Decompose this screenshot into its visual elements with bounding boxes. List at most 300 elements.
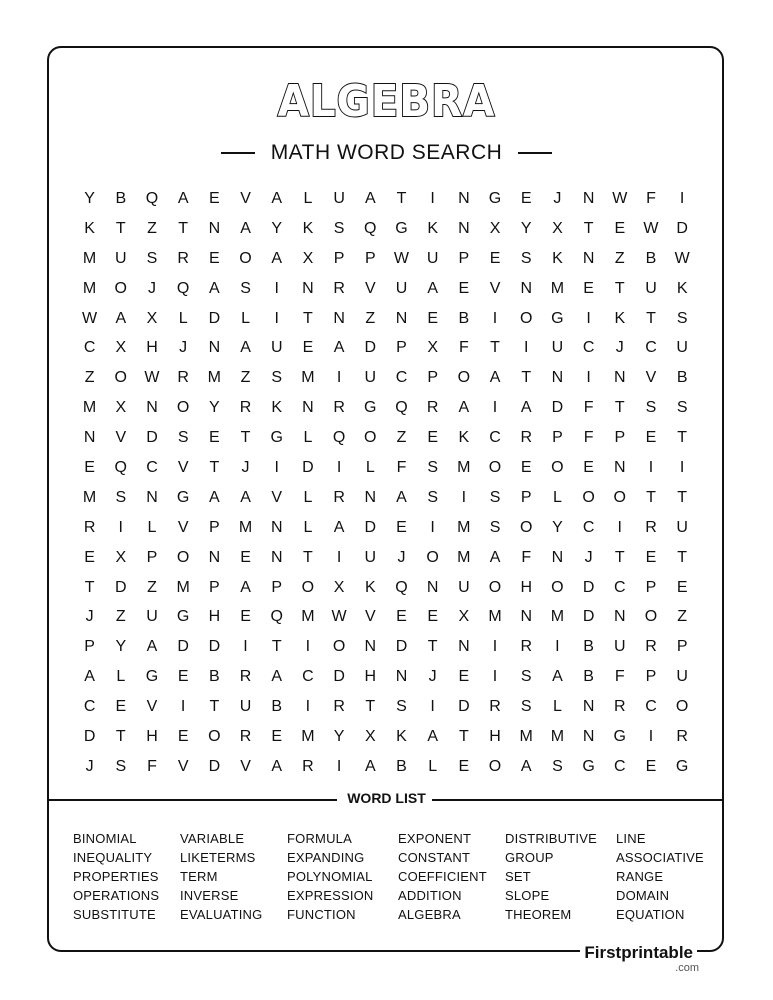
grid-row: [74, 632, 698, 662]
grid-letter: D: [364, 518, 377, 536]
grid-letter: Q: [332, 429, 346, 447]
grid-letter: A: [364, 757, 376, 775]
grid-letter: O: [364, 429, 377, 447]
grid-letter: T: [303, 309, 313, 327]
grid-letter: D: [146, 429, 158, 447]
grid-letter: S: [177, 429, 189, 447]
grid-letter: T: [614, 399, 625, 417]
word-list-item: GROUP: [505, 850, 554, 865]
grid-letter: I: [430, 698, 435, 716]
grid-letter: P: [552, 429, 563, 447]
grid-letter: Q: [114, 458, 127, 476]
grid-letter: R: [333, 279, 345, 297]
grid-letter: P: [458, 249, 470, 267]
grid-letter: F: [521, 548, 532, 566]
grid-letter: Z: [240, 369, 251, 387]
grid-letter: T: [490, 339, 500, 357]
grid-letter: E: [271, 727, 283, 745]
grid-letter: A: [177, 189, 189, 207]
grid-letter: L: [428, 757, 438, 775]
grid-letter: R: [239, 668, 252, 686]
grid-letter: G: [551, 309, 564, 327]
grid-letter: D: [177, 638, 189, 656]
word-list-column: [180, 829, 287, 924]
grid-letter: R: [520, 429, 532, 447]
grid-letter: J: [147, 279, 156, 297]
grid-letter: J: [584, 548, 593, 566]
grid-letter: S: [520, 249, 532, 267]
grid-letter: L: [147, 518, 157, 536]
grid-row: [74, 304, 698, 334]
grid-letter: N: [146, 488, 158, 506]
word-list: [73, 829, 713, 924]
word-list-column: [505, 829, 616, 924]
grid-letter: A: [240, 578, 251, 596]
grid-letter: I: [679, 458, 685, 476]
grid-letter: G: [395, 219, 408, 237]
grid-letter: I: [118, 518, 123, 536]
grid-letter: N: [426, 578, 439, 596]
grid-letter: A: [146, 638, 158, 656]
grid-letter: A: [271, 757, 283, 775]
word-list-item: LINE: [616, 831, 646, 846]
grid-row: [74, 722, 698, 752]
grid-letter: N: [364, 638, 377, 656]
grid-letter: M: [457, 458, 471, 476]
grid-letter: A: [364, 189, 376, 207]
grid-letter: L: [552, 698, 562, 716]
word-list-column: [398, 829, 505, 924]
grid-letter: D: [582, 578, 595, 596]
grid-letter: O: [675, 698, 689, 716]
grid-letter: C: [489, 429, 501, 447]
grid-letter: A: [427, 279, 438, 297]
grid-letter: X: [115, 339, 127, 357]
grid-letter: N: [458, 638, 470, 656]
grid-letter: U: [458, 578, 470, 596]
grid-letter: S: [146, 249, 158, 267]
grid-letter: I: [274, 458, 279, 476]
grid-letter: P: [645, 668, 657, 686]
grid-letter: C: [582, 339, 595, 357]
grid-letter: E: [240, 548, 251, 566]
grid-letter: I: [586, 369, 591, 387]
grid-letter: O: [551, 578, 564, 596]
grid-letter: N: [582, 189, 595, 207]
grid-letter: I: [492, 638, 498, 656]
grid-letter: L: [303, 429, 313, 447]
grid-letter: I: [523, 339, 529, 357]
grid-letter: T: [303, 548, 313, 566]
word-list-item: LIKETERMS: [180, 850, 256, 865]
grid-letter: D: [208, 757, 221, 775]
word-list-item: DISTRIBUTIVE: [505, 831, 597, 846]
grid-letter: Y: [84, 189, 95, 207]
grid-letter: M: [301, 727, 315, 745]
grid-letter: Q: [395, 578, 408, 596]
grid-letter: E: [645, 429, 657, 447]
grid-letter: E: [520, 189, 532, 207]
grid-letter: A: [427, 727, 438, 745]
grid-row: [74, 573, 698, 603]
letter-grid: [74, 184, 698, 782]
grid-letter: U: [426, 249, 439, 267]
grid-letter: V: [240, 189, 251, 207]
grid-letter: N: [270, 518, 283, 536]
grid-letter: A: [271, 189, 283, 207]
grid-row: [74, 662, 698, 692]
grid-letter: T: [614, 279, 625, 297]
grid-letter: I: [430, 518, 435, 536]
grid-letter: U: [676, 518, 688, 536]
grid-letter: S: [271, 369, 283, 387]
grid-letter: B: [583, 638, 594, 656]
grid-letter: D: [115, 578, 127, 596]
grid-letter: Z: [677, 608, 688, 626]
grid-letter: O: [301, 578, 315, 596]
grid-letter: J: [241, 458, 250, 476]
grid-letter: V: [364, 279, 376, 297]
grid-letter: C: [645, 698, 657, 716]
grid-row: [74, 184, 698, 214]
grid-letter: M: [519, 727, 533, 745]
grid-letter: P: [614, 429, 626, 447]
grid-letter: C: [395, 369, 408, 387]
grid-letter: A: [84, 668, 95, 686]
grid-letter: D: [364, 339, 377, 357]
grid-row: [74, 602, 698, 632]
grid-letter: A: [489, 548, 501, 566]
grid-letter: Q: [270, 608, 283, 626]
grid-letter: V: [177, 518, 189, 536]
grid-letter: S: [552, 757, 563, 775]
grid-letter: E: [427, 429, 438, 447]
grid-letter: I: [461, 488, 467, 506]
grid-letter: P: [84, 638, 95, 656]
grid-letter: K: [614, 309, 626, 327]
grid-letter: F: [583, 399, 594, 417]
grid-letter: E: [583, 458, 594, 476]
grid-letter: E: [209, 249, 220, 267]
grid-letter: Z: [365, 309, 376, 327]
grid-letter: T: [677, 429, 688, 447]
grid-letter: X: [146, 309, 158, 327]
grid-letter: L: [178, 309, 188, 327]
grid-letter: G: [176, 488, 190, 506]
grid-letter: E: [302, 339, 314, 357]
grid-letter: M: [82, 399, 97, 417]
grid-letter: A: [489, 369, 501, 387]
grid-letter: U: [115, 249, 127, 267]
grid-letter: N: [395, 668, 408, 686]
grid-letter: E: [676, 578, 688, 596]
grid-letter: T: [271, 638, 282, 656]
word-list-item: INEQUALITY: [73, 850, 153, 865]
grid-letter: E: [458, 279, 470, 297]
grid-letter: O: [488, 578, 502, 596]
grid-letter: S: [676, 309, 688, 327]
grid-letter: W: [144, 369, 160, 387]
word-list-item: BINOMIAL: [73, 831, 137, 846]
grid-letter: B: [583, 668, 594, 686]
grid-letter: Z: [84, 369, 95, 387]
grid-letter: Z: [614, 249, 625, 267]
grid-letter: M: [488, 608, 502, 626]
word-list-item: PROPERTIES: [73, 869, 159, 884]
grid-letter: A: [209, 279, 220, 297]
word-list-item: VARIABLE: [180, 831, 245, 846]
grid-letter: I: [492, 399, 498, 417]
grid-letter: S: [489, 488, 501, 506]
page-title: ALGEBRA: [277, 76, 496, 127]
grid-letter: E: [427, 309, 438, 327]
word-list-item: RANGE: [616, 869, 664, 884]
grid-letter: V: [177, 458, 189, 476]
grid-letter: V: [364, 608, 376, 626]
grid-letter: F: [147, 757, 157, 775]
grid-letter: U: [395, 279, 408, 297]
grid-letter: N: [302, 279, 314, 297]
grid-letter: C: [302, 668, 314, 686]
grid-letter: A: [271, 249, 283, 267]
grid-letter: E: [209, 429, 220, 447]
grid-letter: T: [365, 698, 376, 716]
grid-letter: I: [336, 757, 342, 775]
grid-letter: D: [582, 608, 595, 626]
word-list-item: EXPRESSION: [287, 888, 374, 903]
grid-letter: J: [179, 339, 188, 357]
grid-letter: O: [332, 638, 346, 656]
grid-letter: V: [271, 488, 283, 506]
grid-letter: P: [645, 578, 657, 596]
grid-letter: P: [209, 518, 220, 536]
grid-letter: X: [427, 339, 438, 357]
grid-letter: M: [238, 518, 253, 536]
grid-letter: I: [274, 279, 279, 297]
grid-letter: G: [613, 727, 626, 745]
grid-letter: B: [645, 249, 657, 267]
grid-letter: T: [396, 189, 407, 207]
grid-letter: B: [676, 369, 688, 387]
grid-letter: K: [396, 727, 407, 745]
grid-letter: Z: [115, 608, 126, 626]
word-list-item: SET: [505, 869, 531, 884]
grid-letter: E: [115, 698, 127, 716]
grid-letter: L: [303, 518, 313, 536]
grid-letter: X: [552, 219, 563, 237]
grid-letter: D: [551, 399, 564, 417]
grid-letter: R: [177, 249, 189, 267]
grid-letter: O: [488, 458, 502, 476]
grid-letter: H: [146, 727, 158, 745]
grid-letter: S: [427, 488, 438, 506]
grid-letter: W: [82, 309, 98, 327]
grid-letter: T: [583, 219, 594, 237]
grid-letter: O: [176, 399, 190, 417]
word-list-item: POLYNOMIAL: [287, 869, 373, 884]
grid-letter: Y: [520, 219, 532, 237]
grid-letter: N: [83, 429, 96, 447]
grid-letter: V: [115, 429, 127, 447]
grid-letter: E: [177, 668, 189, 686]
grid-letter: I: [586, 309, 591, 327]
grid-letter: U: [239, 698, 252, 716]
grid-letter: T: [677, 488, 688, 506]
word-list-column: [73, 829, 180, 924]
grid-letter: N: [208, 339, 221, 357]
grid-letter: A: [333, 518, 345, 536]
grid-letter: R: [239, 727, 252, 745]
grid-letter: D: [676, 219, 688, 237]
grid-letter: I: [305, 638, 311, 656]
grid-letter: Q: [364, 219, 377, 237]
grid-letter: Z: [147, 578, 157, 596]
grid-letter: N: [614, 458, 626, 476]
grid-letter: A: [520, 399, 532, 417]
grid-letter: E: [583, 279, 594, 297]
grid-letter: E: [396, 518, 407, 536]
grid-letter: N: [458, 219, 470, 237]
grid-letter: E: [489, 249, 501, 267]
grid-row: [74, 453, 698, 483]
grid-letter: X: [115, 399, 127, 417]
grid-letter: N: [551, 548, 564, 566]
grid-letter: M: [82, 279, 97, 297]
grid-letter: M: [176, 578, 190, 596]
grid-letter: C: [83, 339, 96, 357]
grid-letter: T: [614, 548, 625, 566]
grid-letter: G: [364, 399, 377, 417]
grid-letter: D: [395, 638, 408, 656]
grid-letter: I: [305, 698, 311, 716]
grid-letter: I: [243, 638, 248, 656]
grid-letter: O: [114, 369, 127, 387]
grid-letter: T: [240, 429, 251, 447]
word-list-item: EVALUATING: [180, 907, 263, 922]
grid-row: [74, 393, 698, 423]
grid-letter: J: [615, 339, 624, 357]
grid-letter: S: [115, 757, 127, 775]
grid-letter: I: [430, 189, 435, 207]
grid-letter: C: [645, 339, 657, 357]
grid-letter: K: [552, 249, 563, 267]
grid-letter: Z: [147, 219, 157, 237]
subtitle-row: [0, 138, 773, 168]
grid-letter: N: [614, 608, 626, 626]
word-list-item: TERM: [180, 869, 218, 884]
grid-letter: L: [303, 189, 313, 207]
grid-letter: A: [209, 488, 220, 506]
grid-letter: B: [271, 698, 283, 716]
grid-letter: N: [395, 309, 408, 327]
grid-letter: U: [614, 638, 626, 656]
grid-letter: O: [239, 249, 252, 267]
grid-letter: N: [520, 608, 532, 626]
grid-letter: A: [552, 668, 563, 686]
grid-letter: G: [145, 668, 159, 686]
grid-letter: E: [458, 757, 470, 775]
grid-letter: Y: [552, 518, 563, 536]
grid-letter: W: [643, 219, 659, 237]
grid-letter: M: [457, 518, 471, 536]
grid-letter: D: [302, 458, 314, 476]
grid-letter: E: [645, 757, 657, 775]
grid-letter: T: [178, 219, 189, 237]
grid-letter: V: [177, 757, 189, 775]
grid-letter: G: [270, 429, 283, 447]
grid-letter: T: [115, 727, 126, 745]
grid-letter: K: [364, 578, 376, 596]
word-list-column: [287, 829, 398, 924]
grid-letter: O: [176, 548, 190, 566]
grid-letter: A: [115, 309, 127, 327]
grid-letter: O: [519, 309, 533, 327]
grid-letter: I: [336, 548, 342, 566]
grid-letter: X: [333, 578, 345, 596]
word-list-item: OPERATIONS: [73, 888, 160, 903]
grid-letter: W: [612, 189, 628, 207]
grid-letter: W: [393, 249, 410, 267]
grid-letter: R: [614, 698, 626, 716]
grid-letter: T: [458, 727, 469, 745]
grid-letter: C: [83, 698, 96, 716]
grid-letter: V: [645, 369, 657, 387]
grid-letter: X: [364, 727, 376, 745]
word-list-item: FORMULA: [287, 831, 352, 846]
grid-letter: V: [240, 757, 251, 775]
grid-letter: T: [209, 698, 220, 716]
grid-letter: M: [82, 249, 97, 267]
grid-letter: S: [489, 518, 501, 536]
grid-letter: S: [645, 399, 657, 417]
word-list-item: INVERSE: [180, 888, 239, 903]
grid-letter: G: [582, 757, 595, 775]
word-list-title: WORD LIST: [347, 790, 426, 806]
grid-letter: E: [209, 189, 220, 207]
grid-letter: Y: [115, 638, 127, 656]
grid-letter: Y: [271, 219, 283, 237]
grid-letter: P: [676, 638, 688, 656]
word-list-item: ASSOCIATIVE: [616, 850, 704, 865]
grid-letter: S: [396, 698, 407, 716]
grid-letter: E: [645, 548, 657, 566]
word-list-item: CONSTANT: [398, 850, 471, 865]
grid-letter: I: [336, 458, 342, 476]
grid-letter: N: [208, 219, 221, 237]
grid-letter: N: [364, 488, 377, 506]
grid-letter: Q: [395, 399, 408, 417]
grid-letter: T: [209, 458, 220, 476]
grid-letter: H: [208, 608, 221, 626]
grid-letter: E: [84, 548, 95, 566]
grid-letter: C: [614, 578, 626, 596]
grid-letter: Y: [209, 399, 220, 417]
grid-letter: O: [488, 757, 502, 775]
grid-letter: E: [84, 458, 95, 476]
grid-letter: F: [458, 339, 469, 357]
grid-letter: B: [115, 189, 127, 207]
grid-letter: S: [333, 219, 345, 237]
grid-letter: I: [180, 698, 186, 716]
grid-letter: X: [458, 608, 470, 626]
grid-letter: G: [176, 608, 190, 626]
grid-letter: M: [82, 488, 97, 506]
grid-letter: I: [648, 727, 654, 745]
grid-letter: A: [458, 399, 470, 417]
grid-letter: R: [333, 488, 345, 506]
grid-letter: S: [427, 458, 438, 476]
grid-letter: P: [520, 488, 532, 506]
